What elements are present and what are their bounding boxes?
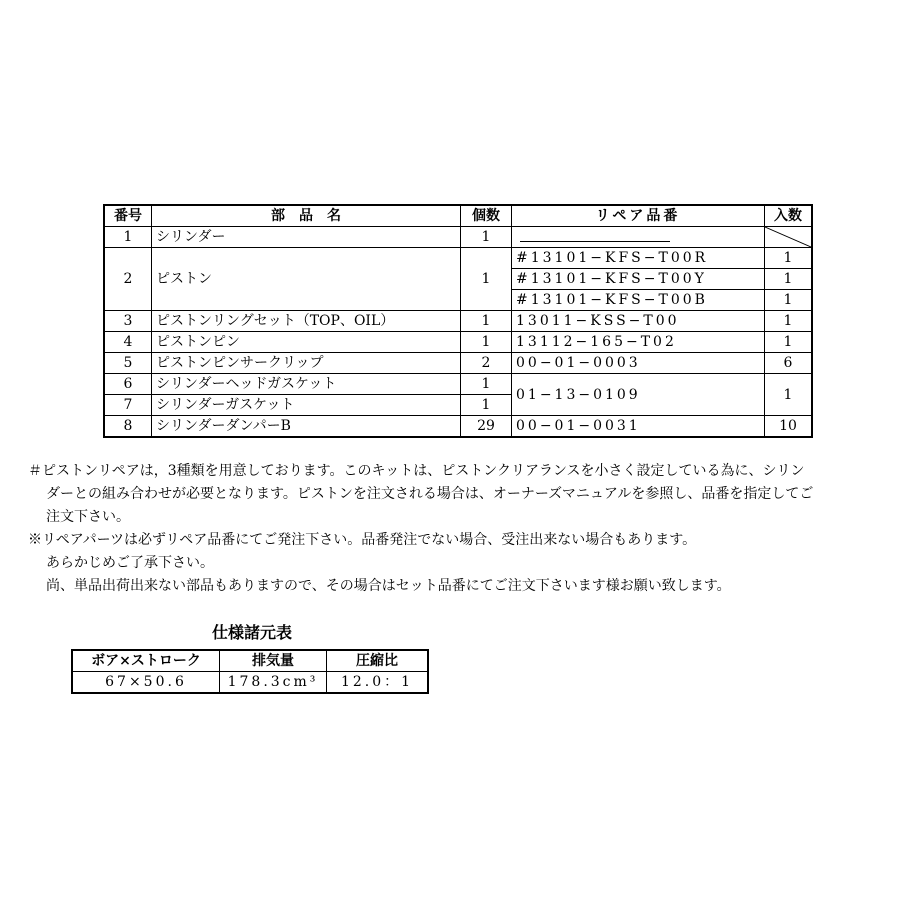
diagonal-slash <box>765 227 811 247</box>
no-repair-dash <box>520 241 670 242</box>
note-line: ※リペアパーツは必ずリペア品番にてご発注下さい。品番発注でない場合、受注出来ない場合もあります。 <box>28 532 697 548</box>
row-name: シリンダーヘッドガスケット <box>152 374 461 395</box>
header-qty: 個数 <box>461 205 512 227</box>
note-line: 尚、単品出荷出来ない部品もありますので、その場合はセット品番にてご注文下さいます様お願い致します。 <box>46 578 731 594</box>
row-no: 6 <box>104 374 152 395</box>
header-name: 部 品 名 <box>152 205 461 227</box>
row-pack: 1 <box>765 332 813 353</box>
spec-value-compression: 12.0：1 <box>327 672 429 694</box>
row-qty: 1 <box>461 311 512 332</box>
row-pack: 6 <box>765 353 813 374</box>
table-row <box>104 227 812 248</box>
spec-header-displacement: 排気量 <box>220 650 327 672</box>
row-pack: 1 <box>765 374 813 416</box>
table-row <box>104 374 812 395</box>
note-line: 注文下さい。 <box>46 509 130 525</box>
row-repair: #13101−KFS−T00B <box>512 290 765 311</box>
row-qty: 1 <box>461 332 512 353</box>
row-pack: 1 <box>765 248 813 269</box>
row-pack: 1 <box>765 290 813 311</box>
spec-value-bore: 67×50.6 <box>72 672 220 694</box>
row-repair: #13101−KFS−T00Y <box>512 269 765 290</box>
row-name: シリンダー <box>152 227 461 248</box>
table-header-row <box>104 205 812 227</box>
note-line: ダーとの組み合わせが必要となります。ピストンを注文される場合は、オーナーズマニュアルを参照し、品番を指定してご <box>46 486 814 502</box>
row-no: 4 <box>104 332 152 353</box>
row-qty: 29 <box>461 416 512 438</box>
spec-table <box>71 649 429 694</box>
row-name: ピストン <box>152 248 461 311</box>
row-repair-none <box>512 227 765 248</box>
row-qty: 2 <box>461 353 512 374</box>
spec-header-compression: 圧縮比 <box>327 650 429 672</box>
spec-header-bore: ボア×ストローク <box>72 650 220 672</box>
row-qty: 1 <box>461 227 512 248</box>
row-repair: 00−01−0003 <box>512 353 765 374</box>
row-qty: 1 <box>461 395 512 416</box>
row-pack-none <box>765 227 813 248</box>
header-no: 番号 <box>104 205 152 227</box>
note-line: ＃ピストンリペアは，3種類を用意しております。このキットは、ピストンクリアランスを小さく設定している為に、シリン <box>28 463 805 479</box>
row-repair: 13011−KSS−T00 <box>512 311 765 332</box>
row-repair: 13112−165−T02 <box>512 332 765 353</box>
row-repair: 01−13−0109 <box>512 374 765 416</box>
row-name: ピストンリングセット（TOP、OIL） <box>152 311 461 332</box>
row-name: ピストンピンサークリップ <box>152 353 461 374</box>
header-repair: リペア品番 <box>512 205 765 227</box>
row-repair: 00−01−0031 <box>512 416 765 438</box>
table-row <box>104 248 812 269</box>
row-no: 3 <box>104 311 152 332</box>
row-pack: 10 <box>765 416 813 438</box>
row-repair: #13101−KFS−T00R <box>512 248 765 269</box>
table-row <box>104 332 812 353</box>
notes <box>28 460 878 598</box>
row-no: 1 <box>104 227 152 248</box>
row-qty: 1 <box>461 248 512 311</box>
table-row <box>104 353 812 374</box>
row-no: 7 <box>104 395 152 416</box>
row-name: ピストンピン <box>152 332 461 353</box>
header-pack: 入数 <box>765 205 813 227</box>
row-name: シリンダーダンパーB <box>152 416 461 438</box>
note-line: あらかじめご了承下さい。 <box>46 555 214 571</box>
row-no: 2 <box>104 248 152 311</box>
row-pack: 1 <box>765 269 813 290</box>
table-row <box>104 416 812 438</box>
row-name: シリンダーガスケット <box>152 395 461 416</box>
row-no: 8 <box>104 416 152 438</box>
spec-header-row <box>72 650 428 672</box>
row-no: 5 <box>104 353 152 374</box>
spec-value-row <box>72 672 428 694</box>
row-qty: 1 <box>461 374 512 395</box>
table-row <box>104 311 812 332</box>
row-pack: 1 <box>765 311 813 332</box>
spec-title: 仕様諸元表 <box>212 623 293 642</box>
spec-value-displacement: 178.3cm³ <box>220 672 327 694</box>
parts-table <box>103 204 813 438</box>
